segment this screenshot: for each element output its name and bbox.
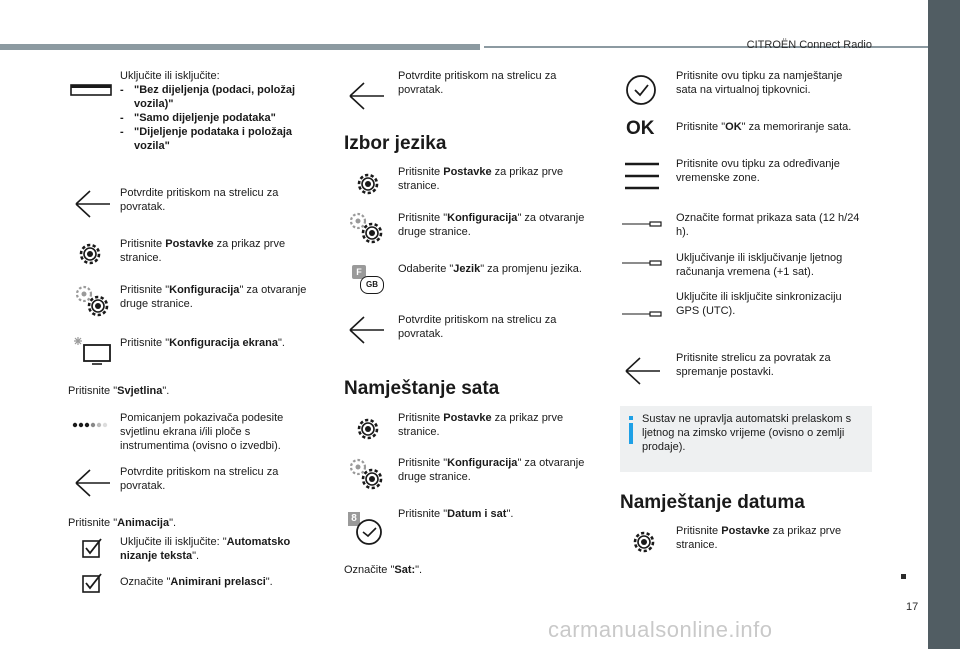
time-label: Označite "Sat:". [344, 564, 423, 576]
config-text: Pritisnite "Konfiguracija" za otvaranje druge stranice. [120, 284, 307, 310]
settings-text: Pritisnite Postavke za prikaz prve stranice. [676, 525, 842, 551]
double-gear-icon [346, 209, 388, 249]
checkmark-circle-icon [624, 73, 658, 107]
animated-transitions-text: Označite "Animirani prelasci". [120, 576, 273, 588]
screen-config-text: Pritisnite "Konfiguracija ekrana". [120, 337, 285, 349]
page-side-tab [928, 0, 960, 649]
share-option: - "Samo dijeljenje podataka" [120, 111, 320, 125]
checkbox-checked-icon [82, 573, 102, 593]
gear-icon [76, 240, 104, 268]
section-heading-language: Izbor jezika [344, 133, 447, 154]
back-arrow-icon [72, 468, 112, 498]
timezone-text: Pritisnite ovu tipku za određivanje vremenske zone. [676, 158, 840, 184]
brightness-desc: Pomicanjem pokazivača podesite svjetlinu ekrana i/ili ploče s instrumentima (ovisno o izvedbi). [120, 412, 284, 452]
info-icon [628, 416, 632, 442]
date-time-text: Pritisnite "Datum i sat". [398, 508, 514, 520]
flag-gb-label: GB [360, 276, 384, 294]
back-arrow-icon [346, 81, 386, 111]
back-save-text: Pritisnite strelicu za povratak za spremanje postavki. [676, 352, 831, 378]
watermark: carmanualsonline.info [548, 617, 773, 642]
animation-label: Pritisnite "Animacija". [68, 517, 177, 529]
dst-text: Uključivanje ili isključivanje ljetnog računanja vremena (+1 sat). [676, 252, 843, 278]
header-title: CITROËN Connect Radio [746, 39, 872, 51]
format-text: Označite format prikaza sata (12 h/24 h). [676, 212, 860, 238]
keyboard-text: Pritisnite ovu tipku za namještanje sata na virtualnoj tipkovnici. [676, 70, 843, 96]
auto-scroll-text: Uključite ili isključite: "Automatsko nizanje teksta". [120, 536, 291, 562]
config-text: Pritisnite "Konfiguracija" za otvaranje druge stranice. [398, 212, 585, 238]
ok-text: Pritisnite "OK" za memoriranje sata. [676, 121, 852, 133]
back-arrow-icon [346, 315, 386, 345]
language-text: Odaberite "Jezik" za promjenu jezika. [398, 263, 582, 275]
double-gear-icon [72, 282, 114, 322]
continue-marker [901, 574, 906, 579]
section-heading-time: Namještanje sata [344, 378, 500, 399]
clock-icon [348, 512, 384, 546]
share-intro: Uključite ili isključite: [120, 70, 220, 82]
gear-icon [630, 528, 658, 556]
section-heading-date: Namještanje datuma [620, 492, 805, 513]
screen-config-icon [72, 335, 112, 365]
flag-f-label: F [352, 265, 366, 279]
info-box [620, 406, 872, 472]
menu-lines-icon [624, 162, 660, 190]
config-text: Pritisnite "Konfiguracija" za otvaranje druge stranice. [398, 457, 585, 483]
info-text: Sustav ne upravlja automatski prelaskom s ljetnog na zimsko vrijeme (ovisno o zemlji prodaje). [642, 413, 852, 453]
brightness-label: Pritisnite "Svjetlina". [68, 385, 170, 397]
confirm-text: Potvrdite pritiskom na strelicu za povratak. [398, 314, 557, 340]
toggle-line-icon [622, 259, 662, 267]
settings-text: Pritisnite Postavke za prikaz prve stranice. [398, 412, 564, 438]
gear-icon [354, 170, 382, 198]
share-option: - "Bez dijeljenja (podaci, položaj vozila)" [120, 83, 320, 111]
ok-button-icon: OK [626, 118, 655, 139]
page-number: 17 [906, 601, 919, 613]
back-arrow-icon [622, 356, 662, 386]
settings-text: Pritisnite Postavke za prikaz prve stranice. [398, 166, 564, 192]
slider-dots-icon [72, 421, 108, 429]
confirm-text: Potvrdite pritiskom na strelicu za povratak. [120, 466, 279, 492]
toggle-line-icon [622, 220, 662, 228]
double-gear-icon [346, 455, 388, 495]
gps-text: Uključite ili isključite sinkronizaciju GPS (UTC). [676, 291, 842, 317]
header-rule-left [0, 44, 480, 50]
confirm-text: Potvrdite pritiskom na strelicu za povratak. [120, 187, 279, 213]
checkbox-checked-icon [82, 538, 102, 558]
language-flag-icon [352, 265, 384, 295]
toggle-line-icon [622, 310, 662, 318]
share-option: - "Dijeljenje podataka i položaja vozila" [120, 125, 320, 153]
settings-text: Pritisnite Postavke za prikaz prve stranice. [120, 238, 286, 264]
confirm-text: Potvrdite pritiskom na strelicu za povratak. [398, 70, 557, 96]
share-options [120, 83, 320, 153]
gear-icon [354, 415, 382, 443]
share-block [120, 69, 320, 153]
toggle-bar-icon [70, 84, 112, 96]
back-arrow-icon [72, 189, 112, 219]
clock-badge: 8 [348, 512, 360, 526]
